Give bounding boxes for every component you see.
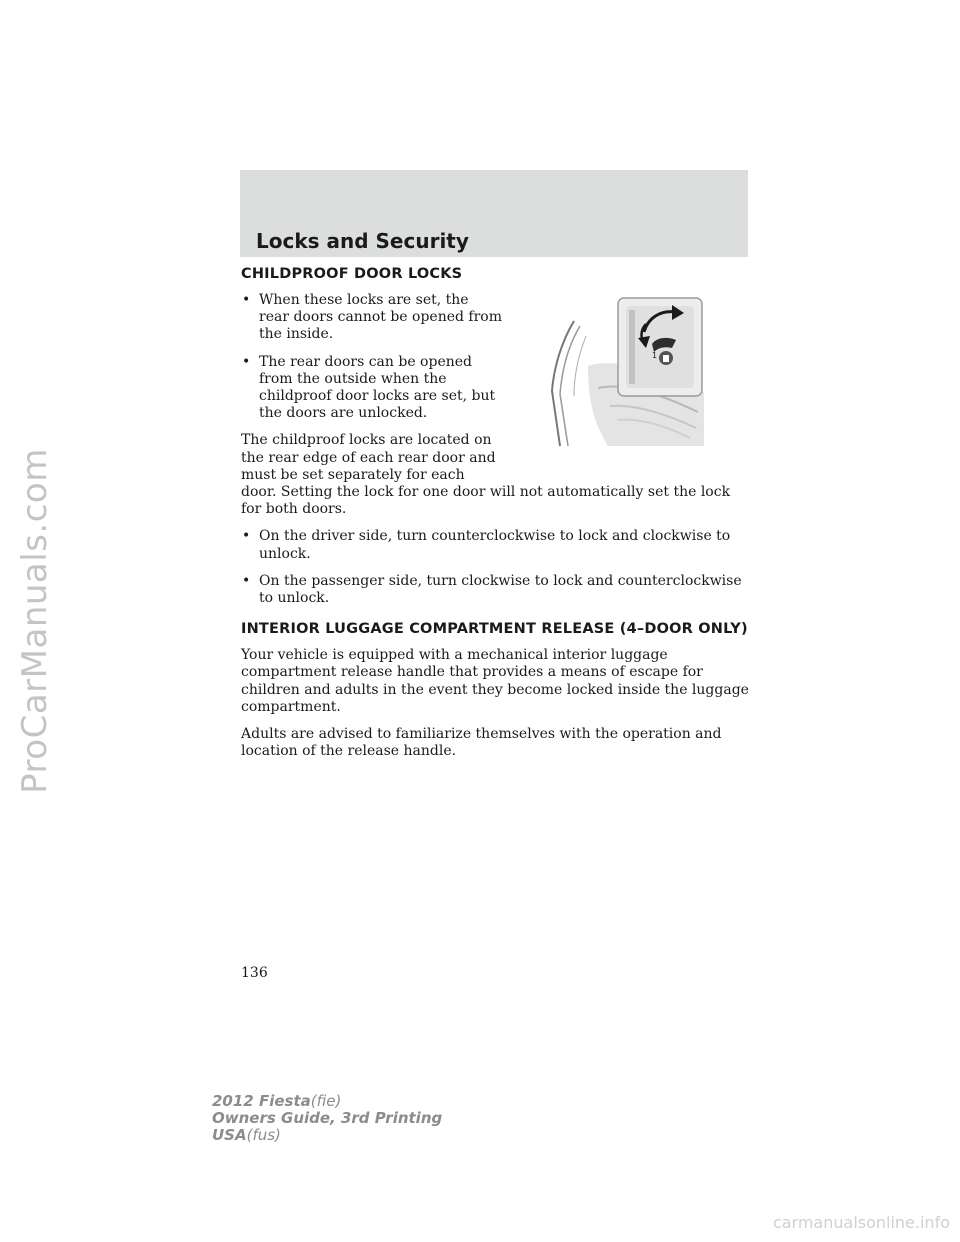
- footer-edition-info: [212, 1093, 442, 1144]
- paragraph: Adults are advised to familiarize themselves with the operation and location of the release handle.: [241, 726, 722, 760]
- bullet-icon: •: [242, 572, 251, 589]
- paragraph-line: the rear edge of each rear door and: [241, 449, 496, 466]
- site-watermark: carmanualsonline.info: [772, 1213, 950, 1232]
- page-content: [241, 266, 749, 770]
- section-heading-luggage-release: INTERIOR LUGGAGE COMPARTMENT RELEASE (4–DOOR ONLY): [241, 621, 748, 638]
- svg-text:1: 1: [652, 351, 658, 360]
- paragraph-line: The childproof locks are located on: [241, 432, 492, 449]
- watermark-vertical: [0, 0, 70, 1242]
- list-item: [241, 354, 503, 423]
- footer-guide-edition: Owners Guide, 3rd Printing: [212, 1109, 443, 1127]
- bullet-icon: •: [242, 528, 251, 545]
- page-number: 136: [241, 965, 268, 981]
- list-item-text: When these locks are set, the rear doors cannot be opened from the inside.: [259, 292, 503, 343]
- bullet-icon: •: [242, 353, 251, 370]
- list-item-text: The rear doors can be opened from the outside when the childproof door locks are set, but the doors are unlocked.: [259, 353, 496, 422]
- paragraph-rest: door. Setting the lock for one door will not automatically set the lock for both doors.: [241, 484, 731, 518]
- footer-model-code: (fie): [310, 1092, 342, 1110]
- list-item-text: On the driver side, turn counterclockwise to lock and clockwise to unlock.: [259, 528, 731, 562]
- list-item: [241, 528, 749, 562]
- paragraph: Your vehicle is equipped with a mechanical interior luggage compartment release handle that provides a means of escape for children and adults in the event they become locked inside the luggage compartment.: [241, 647, 749, 715]
- paragraph-line: must be set separately for each: [241, 466, 465, 483]
- list-item-text: On the passenger side, turn clockwise to lock and counterclockwise to unlock.: [259, 572, 742, 607]
- section-header-band: [240, 170, 748, 257]
- list-item: [241, 573, 749, 607]
- paragraph-lock-location: [241, 432, 749, 518]
- footer-model: 2012 Fiesta: [212, 1092, 311, 1110]
- watermark-text: ProCarManuals.com: [15, 448, 55, 794]
- page-title: Locks and Security: [256, 229, 469, 253]
- bullet-icon: •: [242, 292, 251, 308]
- list-item: [241, 292, 503, 344]
- footer-market: USA: [212, 1126, 247, 1144]
- section-heading-childproof: CHILDPROOF DOOR LOCKS: [241, 266, 463, 282]
- footer-market-code: (fus): [246, 1126, 281, 1144]
